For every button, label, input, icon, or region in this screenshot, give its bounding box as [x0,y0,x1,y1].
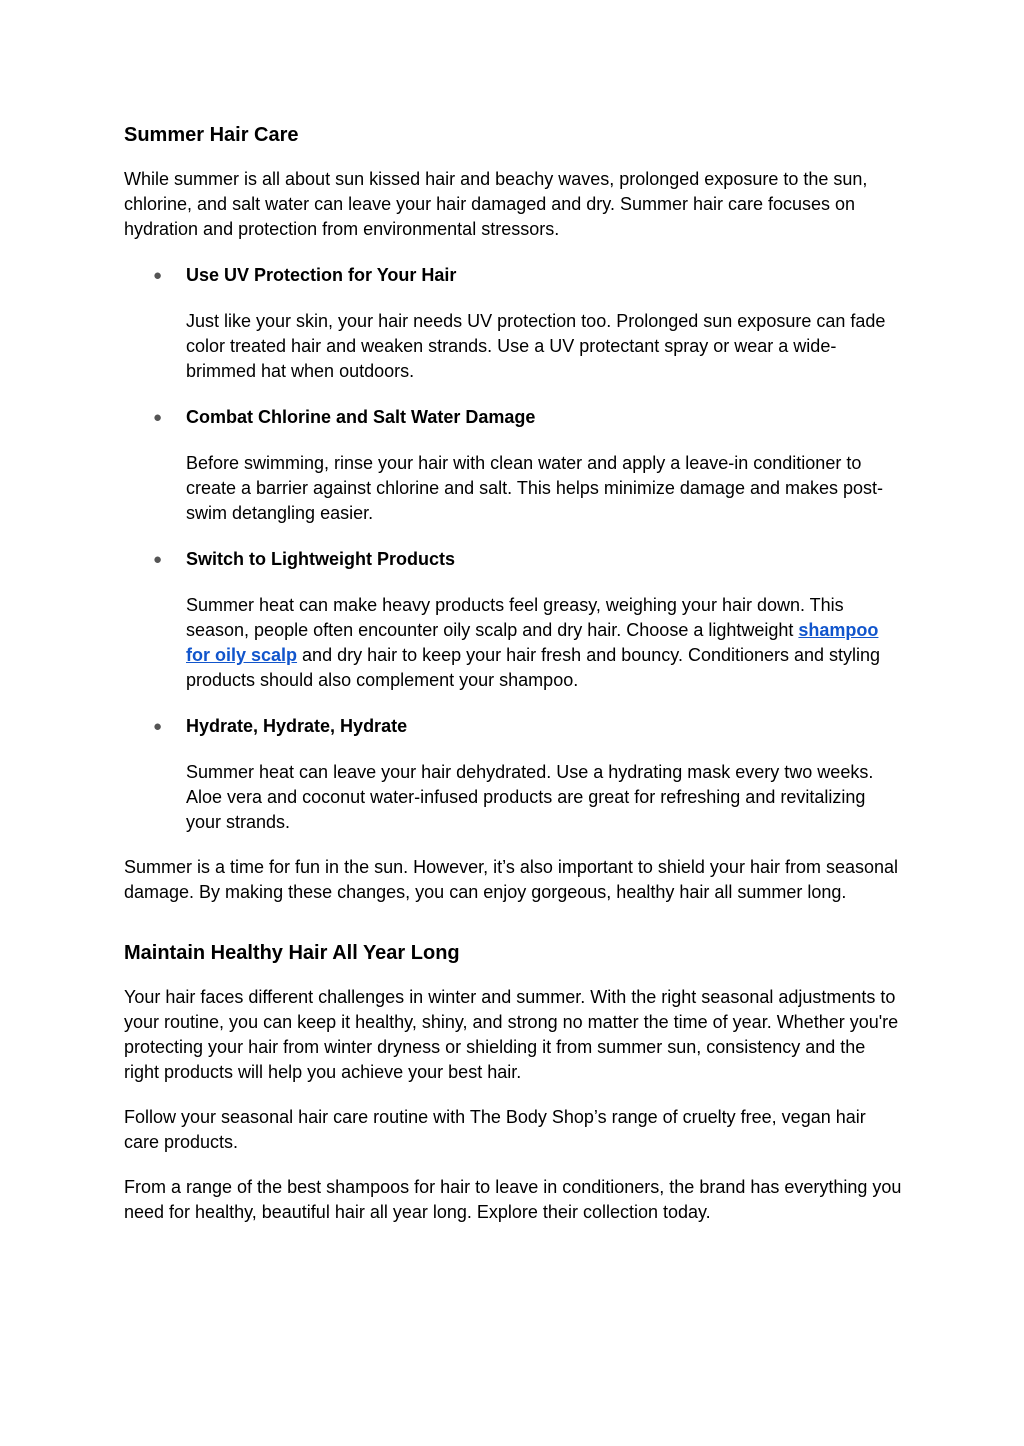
bullet-icon: ● [153,718,163,735]
tip-body-lightweight [186,593,904,693]
tip-body-lightweight-before: Summer heat can make heavy products feel greasy, weighing your hair down. This season, people often encounter oily scalp and dry hair. Choose a lightweight [186,595,844,640]
document-content [124,121,904,1225]
tip-heading-chlorine: Combat Chlorine and Salt Water Damage [186,407,536,427]
summer-intro-paragraph: While summer is all about sun kissed hair and beachy waves, prolonged exposure to the sun, chlorine, and salt water can leave your hair damaged and dry. Summer hair care focuses on hydration and protection from environmental stressors. [124,169,868,239]
year-paragraph-1: Your hair faces different challenges in winter and summer. With the right seasonal adjustments to your routine, you can keep it healthy, shiny, and strong no matter the time of year. Whether you're protecting your hair from winter dryness or shielding it from summer sun, consistency and the right products will help you achieve your best hair. [124,987,899,1082]
summer-tips-list [124,263,904,835]
list-item [124,263,904,384]
shampoo-for-oily-scalp-link[interactable]: shampoo for oily scalp [186,620,879,665]
tip-heading-lightweight: Switch to Lightweight Products [186,549,455,569]
year-long-heading: Maintain Healthy Hair All Year Long [124,942,460,964]
bullet-icon: ● [153,409,163,426]
tip-body-chlorine: Before swimming, rinse your hair with clean water and apply a leave-in conditioner to create a barrier against chlorine and salt. This helps minimize damage and makes post-swim detangling easier. [186,453,884,523]
tip-body-uv: Just like your skin, your hair needs UV protection too. Prolonged sun exposure can fade color treated hair and weaken strands. Use a UV protectant spray or wear a wide-brimmed hat when outdoors. [186,311,886,381]
summer-closing-paragraph: Summer is a time for fun in the sun. However, it’s also important to shield your hair from seasonal damage. By making these changes, you can enjoy gorgeous, healthy hair all summer long. [124,857,899,902]
year-paragraph-2: Follow your seasonal hair care routine with The Body Shop’s range of cruelty free, vegan hair care products. [124,1107,866,1152]
summer-hair-care-heading: Summer Hair Care [124,124,299,146]
bullet-icon: ● [153,267,163,284]
list-item [124,547,904,693]
bullet-icon: ● [153,551,163,568]
tip-heading-uv: Use UV Protection for Your Hair [186,265,457,285]
tip-body-lightweight-after: and dry hair to keep your hair fresh and bouncy. Conditioners and styling products should also complement your shampoo. [186,645,881,690]
list-item [124,405,904,526]
list-item [124,714,904,835]
tip-heading-hydrate: Hydrate, Hydrate, Hydrate [186,716,408,736]
tip-body-hydrate: Summer heat can leave your hair dehydrated. Use a hydrating mask every two weeks. Aloe vera and coconut water-infused products are great for refreshing and revitalizing your strands. [186,762,874,832]
year-paragraph-3: From a range of the best shampoos for hair to leave in conditioners, the brand has everything you need for healthy, beautiful hair all year long. Explore their collection today. [124,1177,902,1222]
